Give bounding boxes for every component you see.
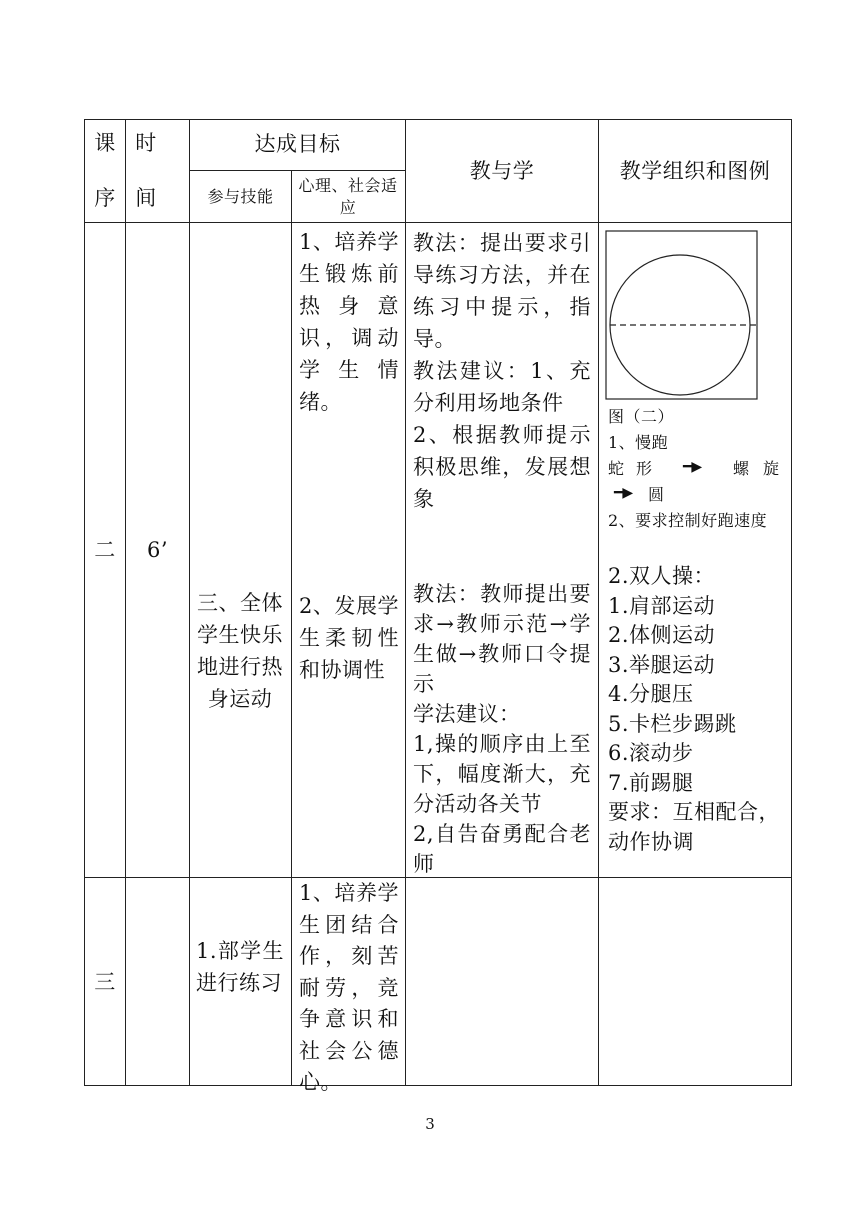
header-teach: 教与学	[469, 159, 535, 183]
header-seq-bottom: 序	[94, 186, 116, 210]
track-diagram	[605, 230, 760, 400]
header-goals: 达成目标	[254, 132, 341, 156]
row3-skill: 1.部学生进行练习	[196, 939, 284, 995]
org-run-snake: 蛇形	[608, 459, 665, 478]
org-run-circle: 圆	[648, 485, 665, 504]
page-number: 3	[425, 1115, 435, 1133]
list-item: 7.前踢腿	[608, 770, 694, 795]
header-time-bottom: 间	[135, 186, 157, 210]
list-item: 2.双人操：	[608, 564, 716, 588]
header-seq-top: 课	[94, 131, 116, 155]
row2-time: 6’	[146, 538, 169, 562]
figure-caption: 图（二）	[608, 407, 675, 426]
list-item: 4.分腿压	[608, 682, 694, 706]
row3-psych: 1、培养学生团结合作，刻苦耐劳，竞争意识和社会公德心。	[299, 881, 399, 1094]
row2-skill: 三、全体学生快乐地进行热身运动	[197, 591, 283, 711]
header-goals-skill: 参与技能	[207, 186, 274, 206]
row3-seq: 三	[94, 969, 116, 994]
list-item: 6.滚动步	[608, 741, 694, 765]
org-run-1: 1、慢跑	[608, 433, 669, 452]
header-time-top: 时	[135, 131, 157, 155]
list-item: 要求：互相配合，动作协调	[608, 800, 780, 854]
arrow-right-icon: ━▶	[683, 459, 703, 475]
row2-teach-1: 教法：提出要求引导练习方法，并在练习中提示，指导。 教法建议：1、充分利用场地条件 2、根据教师提示积极思维，发展想象	[413, 231, 591, 511]
header-org: 教学组织和图例	[619, 159, 771, 183]
org-exercise-list	[608, 562, 786, 857]
org-run-spiral: 螺旋	[733, 459, 794, 478]
row2-teach-2: 教法：教师提出要求→教师示范→学生做→教师口令提示 学法建议： 1,操的顺序由上至下，幅度渐大，充分活动各关节 2,自告奋勇配合老师	[413, 582, 591, 876]
row2-psych-2: 2、发展学生柔韧性和协调性	[299, 594, 399, 682]
list-item: 3.举腿运动	[608, 652, 716, 677]
list-item: 2.体侧运动	[608, 623, 716, 647]
header-goals-psych: 心理、社会适应	[298, 175, 398, 217]
row2-seq: 二	[94, 538, 116, 562]
row2-psych-1: 1、培养学生锻炼前热身意识，调动学生情绪。	[299, 230, 399, 414]
list-item: 1.肩部运动	[608, 593, 716, 618]
org-speed: 2、要求控制好跑速度	[608, 511, 768, 530]
list-item: 5.卡栏步踢跳	[608, 711, 737, 736]
arrow-right-icon: ━▶	[614, 485, 634, 501]
